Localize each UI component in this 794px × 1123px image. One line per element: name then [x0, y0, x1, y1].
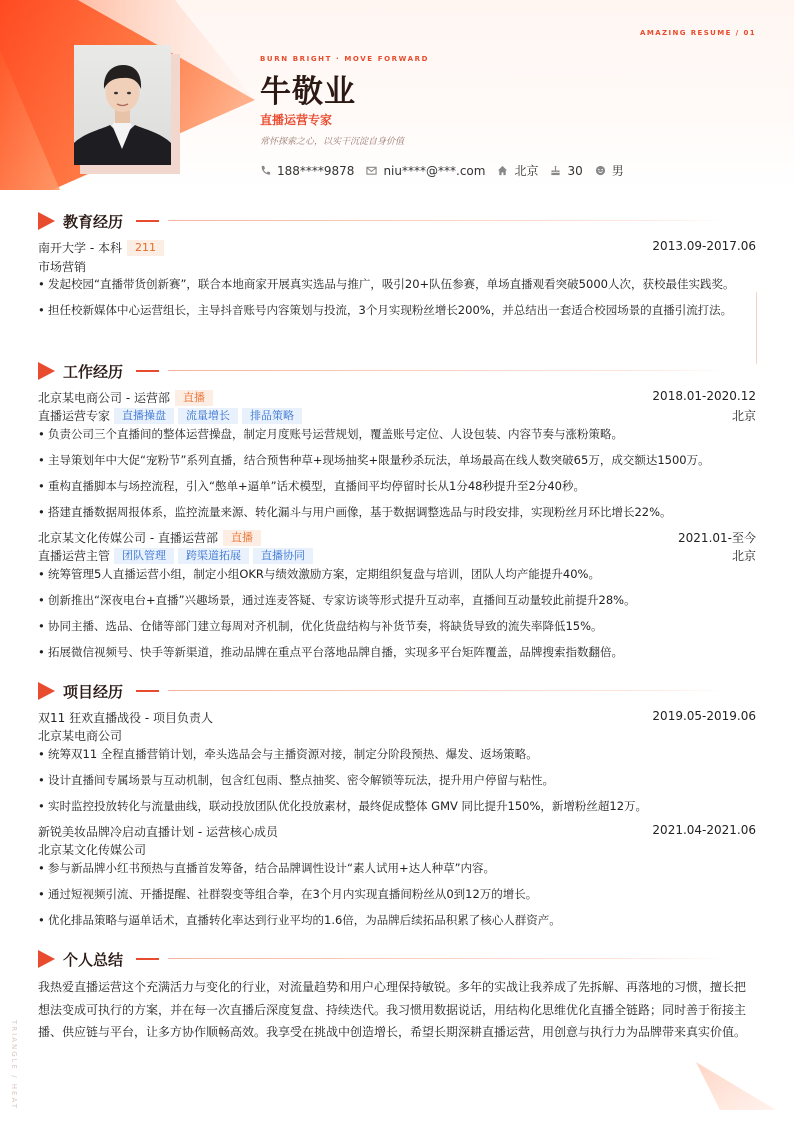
- project-row: [38, 823, 756, 841]
- mail-icon: [366, 165, 377, 176]
- education-section-header: [38, 211, 758, 231]
- contact-city: [497, 162, 538, 179]
- job-row: [38, 389, 756, 407]
- list-item: • 协同主播、选品、仓储等部门建立每周对齐机制，优化货盘结构与补货节奏，将缺货导致的流失率降低15%。: [38, 619, 603, 633]
- project-date: 2019.05-2019.06: [652, 709, 756, 723]
- project-date: 2021.04-2021.06: [652, 823, 756, 837]
- list-item: • 统筹管理5人直播运营小组，制定小组OKR与绩效激励方案，定期组织复盘与培训，团队人均产能提升40%。: [38, 567, 600, 581]
- school-tag: 211: [127, 240, 164, 256]
- play-triangle-icon: [38, 950, 55, 968]
- projects-section-header: [38, 681, 758, 701]
- company-line: 北京某文化传媒公司 - 直播运营部: [38, 531, 218, 545]
- skill-tag: 跨渠道拓展: [178, 548, 249, 564]
- list-item: • 优化排品策略与逼单话术，直播转化率达到行业平均的1.6倍，为品牌后续拓品积累了核心人群资产。: [38, 913, 561, 927]
- job-location: 北京: [731, 549, 756, 563]
- list-item: • 拓展微信视频号、快手等新渠道，推动品牌在重点平台落地品牌自播，实现多平台矩阵覆盖，品牌搜索指数翻倍。: [38, 645, 623, 659]
- play-triangle-icon: [38, 212, 55, 230]
- candidate-role: 直播运营专家: [260, 113, 333, 127]
- job-tag: 直播: [175, 390, 213, 406]
- title-divider: [168, 220, 728, 221]
- list-item: • 参与新品牌小红书预热与直播首发筹备，结合品牌调性设计“素人试用+达人种草”内容。: [38, 861, 496, 875]
- gender-value: 男: [611, 164, 624, 178]
- slogan: BURN BRIGHT · MOVE FORWARD: [260, 55, 430, 63]
- candidate-name: 牛敬业: [260, 74, 356, 110]
- top-tag: AMAZING RESUME / 01: [640, 29, 756, 37]
- cake-icon: [550, 165, 561, 176]
- school-line: 南开大学 - 本科: [38, 241, 122, 255]
- skill-tag: 排品策略: [242, 408, 302, 424]
- skill-tag: 流量增长: [178, 408, 238, 424]
- list-item: • 负责公司三个直播间的整体运营操盘，制定月度账号运营规划，覆盖账号定位、人设包装、内容节奏与涨粉策略。: [38, 427, 623, 441]
- skill-tag: 直播协同: [253, 548, 313, 564]
- list-item: • 通过短视频引流、开播提醒、社群裂变等组合拳，在3个月内实现直播间粉丝从0到12万的增长。: [38, 887, 538, 901]
- play-triangle-icon: [38, 682, 55, 700]
- job-location: 北京: [731, 409, 756, 423]
- email-value: niu****@***.com: [383, 163, 486, 178]
- work-section-header: [38, 361, 758, 381]
- job-title: 直播运营专家: [38, 409, 111, 423]
- title-divider: [168, 370, 728, 371]
- list-item: • 重构直播脚本与场控流程，引入“憋单+逼单”话术模型，直播间平均停留时长从1分48秒提升至2分40秒。: [38, 479, 585, 493]
- footer-triangle-decoration: [690, 1060, 794, 1123]
- project-org: 北京某文化传媒公司: [38, 843, 147, 857]
- avatar: [74, 45, 171, 165]
- skill-tag: 团队管理: [114, 548, 174, 564]
- job-title: 直播运营主管: [38, 549, 111, 563]
- project-row: [38, 709, 756, 727]
- job-tag: 直播: [223, 530, 261, 546]
- title-accent-dash: [136, 958, 159, 960]
- city-value: 北京: [514, 164, 539, 178]
- skill-tag: 直播操盘: [114, 408, 174, 424]
- education-title: 教育经历: [63, 213, 124, 231]
- motto: 常怀探索之心，以实干沉淀自身价值: [260, 137, 405, 147]
- list-item: • 统筹双11 全程直播营销计划，牵头选品会与主播资源对接，制定分阶段预热、爆发、返场策略。: [38, 747, 538, 761]
- list-item: • 创新推出“深夜电台+直播”兴趣场景，通过连麦答疑、专家访谈等形式提升互动率，直播间互动量较此前提升28%。: [38, 593, 636, 607]
- contact-phone: [260, 164, 354, 178]
- education-date: 2013.09-2017.06: [652, 239, 756, 253]
- summary-text: 我热爱直播运营这个充满活力与变化的行业，对流量趋势和用户心理保持敏锐。多年的实战让我养成了先拆解、再落地的习惯，擅长把想法变成可执行的方案，并在每一次直播后深度复盘、持续迭代。我习惯用数据说话，用结构化思维优化直播全链路；同时善于衔接主播、供应链与平台，让多方协作顺畅高效。我享受在挑战中创造增长，希望长期深耕直播运营，用创意与执行力为品牌带来真实价值。: [38, 980, 747, 1039]
- list-item: • 发起校园“直播带货创新赛”，联合本地商家开展真实选品与推广，吸引20+队伍参赛，单场直播观看突破5000人次，获校最佳实践奖。: [38, 277, 735, 291]
- phone-value: 188****9878: [277, 163, 355, 178]
- phone-icon: [260, 165, 271, 176]
- summary-title: 个人总结: [63, 951, 124, 969]
- project-title: 新锐美妆品牌冷启动直播计划 - 运营核心成员: [38, 825, 278, 839]
- title-divider: [168, 958, 728, 959]
- education-row: [38, 239, 756, 257]
- side-rule: [756, 292, 757, 364]
- contact-email: [366, 164, 485, 178]
- projects-title: 项目经历: [63, 683, 124, 701]
- smile-icon: [595, 165, 606, 176]
- contact-age: [550, 164, 582, 178]
- project-title: 双11 狂欢直播战役 - 项目负责人: [38, 711, 214, 725]
- list-item: • 搭建直播数据周报体系，监控流量来源、转化漏斗与用户画像，基于数据调整选品与时段安排，实现粉丝月环比增长22%。: [38, 505, 672, 519]
- title-accent-dash: [136, 690, 159, 692]
- company-line: 北京某电商公司 - 运营部: [38, 391, 170, 405]
- major: 市场营销: [38, 260, 87, 274]
- list-item: • 设计直播间专属场景与互动机制，包含红包雨、整点抽奖、密令解锁等玩法，提升用户停留与粘性。: [38, 773, 554, 787]
- title-divider: [168, 690, 728, 691]
- age-value: 30: [567, 163, 583, 178]
- summary-section-header: [38, 949, 758, 969]
- side-text: TRIANGLE / HEAT: [10, 1020, 18, 1110]
- play-triangle-icon: [38, 362, 55, 380]
- job-row: [38, 529, 756, 547]
- list-item: • 担任校新媒体中心运营组长，主导抖音账号内容策划与投流，3个月实现粉丝增长200%，并总结出一套适合校园场景的直播引流打法。: [38, 303, 733, 317]
- contact-gender: [595, 162, 624, 179]
- job-date: 2021.01-至今: [678, 531, 756, 545]
- contact-info: [260, 162, 636, 179]
- title-accent-dash: [136, 220, 159, 222]
- list-item: • 主导策划年中大促“宠粉节”系列直播，结合预售种草+现场抽奖+限量秒杀玩法，单场最高在线人数突破65万，成交额达1500万。: [38, 453, 710, 467]
- job-date: 2018.01-2020.12: [652, 389, 756, 403]
- title-accent-dash: [136, 370, 159, 372]
- work-title: 工作经历: [63, 363, 124, 381]
- project-org: 北京某电商公司: [38, 729, 123, 743]
- home-icon: [497, 165, 508, 176]
- list-item: • 实时监控投放转化与流量曲线，联动投放团队优化投放素材，最终促成整体 GMV 同比提升150%，新增粉丝超12万。: [38, 799, 648, 813]
